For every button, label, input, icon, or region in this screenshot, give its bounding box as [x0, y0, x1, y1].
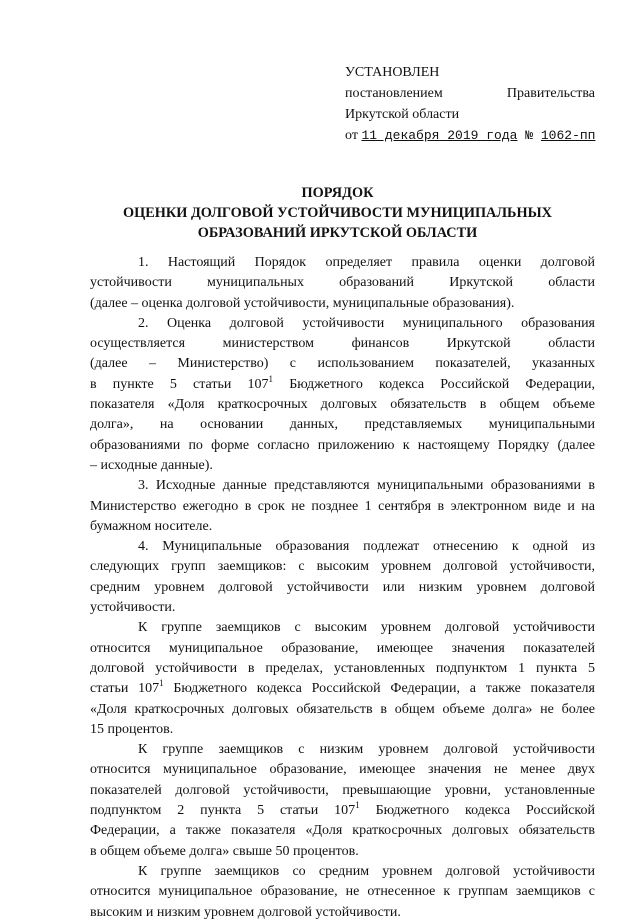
- p2-line-4-b: Бюджетного кодекса Российской Федерации,: [273, 376, 595, 392]
- p6-line-4-a: подпунктом 2 пункта 5 статьи 107: [90, 803, 356, 819]
- approval-heading: УСТАНОВЛЕН: [345, 65, 440, 80]
- p5-line-6: 15 процентов.: [90, 721, 174, 737]
- p6-line-6: в общем объеме долга» свыше 50 процентов.: [90, 843, 359, 859]
- title-line-3: ОБРАЗОВАНИЙ ИРКУТСКОЙ ОБЛАСТИ: [197, 225, 478, 241]
- p1-line-3: (далее – оценка долговой устойчивости, муниципальные образования).: [90, 295, 515, 311]
- p5-line-4-b: Бюджетного кодекса Российской Федерации, а также показателя: [163, 681, 595, 697]
- p7-line-3: высоким и низким уровнем долговой устойчивости.: [90, 904, 401, 920]
- p2-line-8: – исходные данные).: [90, 457, 213, 473]
- p2-line-3: (далее – Министерство) с использованием показателей, указанных: [90, 356, 595, 372]
- p3-line-3: бумажном носителе.: [90, 518, 213, 534]
- p4-line-3: средним уровнем долговой устойчивости или низким уровнем долговой: [90, 579, 595, 595]
- approval-date-prefix: от: [345, 128, 362, 143]
- p6-line-4: [90, 801, 595, 821]
- approval-number-sign: №: [517, 128, 541, 143]
- approval-government-word: Правительства: [506, 86, 595, 101]
- p1-line-1: 1. Настоящий Порядок определяет правила оценки долговой: [138, 255, 595, 270]
- p3-line-1: 3. Исходные данные представляются муниципальными образованиями в: [138, 478, 595, 494]
- p6-superscript: 1: [355, 800, 360, 811]
- approval-date: 11 декабря 2019 года: [361, 128, 518, 143]
- approval-line-2: [345, 83, 595, 104]
- p5-line-1: К группе заемщиков с высоким уровнем долговой устойчивости: [138, 620, 595, 636]
- p2-line-6: долга», на основании данных, представляемых муниципальными: [90, 417, 595, 433]
- p2-superscript: 1: [268, 373, 274, 384]
- p6-line-2: относится муниципальное образование, имеющее значения не менее двух: [90, 762, 595, 778]
- approval-region: Иркутской области: [345, 107, 460, 122]
- title-line-2: ОЦЕНКИ ДОЛГОВОЙ УСТОЙЧИВОСТИ МУНИЦИПАЛЬНЫХ: [123, 205, 552, 221]
- p2-line-4-a: в пункте 5 статьи 107: [90, 376, 269, 392]
- p5-line-5: «Доля краткосрочных долговых обязательств в общем объеме долга» не более: [90, 701, 595, 717]
- title-line-1: ПОРЯДОК: [301, 185, 374, 201]
- document-title: [80, 183, 595, 243]
- p2-line-5: показателя «Доля краткосрочных долговых обязательств в общем объеме: [90, 397, 595, 413]
- p5-line-3: долговой устойчивости в пределах, установленных подпунктом 1 пункта 5: [90, 660, 595, 676]
- p4-line-2: следующих групп заемщиков: с высоким уровнем долговой устойчивости,: [90, 559, 595, 575]
- p5-line-4-a: статьи 107: [90, 681, 160, 697]
- approval-date-line: [345, 125, 595, 146]
- p7-line-1: К группе заемщиков со средним уровнем долговой устойчивости: [138, 863, 595, 879]
- approval-stamp: [345, 62, 595, 146]
- p2-line-4: [90, 375, 595, 395]
- p3-line-2: Министерство ежегодно в срок не позднее 1 сентября в электронном виде и на: [90, 498, 595, 514]
- p6-line-1: К группе заемщиков с низким уровнем долговой устойчивости: [138, 742, 595, 758]
- p2-line-7: образованиями по форме согласно приложению к настоящему Порядку (далее: [90, 437, 595, 453]
- p7-line-2: относится муниципальное образование, не отнесенное к группам заемщиков с: [90, 884, 595, 900]
- p6-line-5: Федерации, а также показателя «Доля краткосрочных долговых обязательств: [90, 823, 595, 839]
- p4-line-4: устойчивости.: [90, 600, 176, 616]
- p2-line-2: осуществляется министерством финансов Иркутской области: [90, 336, 595, 352]
- p5-superscript: 1: [159, 678, 164, 689]
- approval-decree-word: постановлением: [345, 86, 443, 101]
- p1-line-2: устойчивости муниципальных образований Иркутской области: [90, 275, 595, 291]
- p5-line-2: относится муниципальное образование, имеющее значения показателей: [90, 640, 595, 656]
- p5-line-4: [90, 679, 595, 699]
- p6-line-3: показателей долговой устойчивости, превышающие уровни, установленные: [90, 782, 595, 798]
- p4-line-1: 4. Муниципальные образования подлежат отнесению к одной из: [138, 539, 595, 555]
- document-body: [90, 253, 595, 923]
- p6-line-4-b: Бюджетного кодекса Российской: [359, 803, 596, 819]
- p2-line-1: 2. Оценка долговой устойчивости муниципального образования: [138, 315, 595, 331]
- approval-number: 1062-пп: [540, 128, 596, 143]
